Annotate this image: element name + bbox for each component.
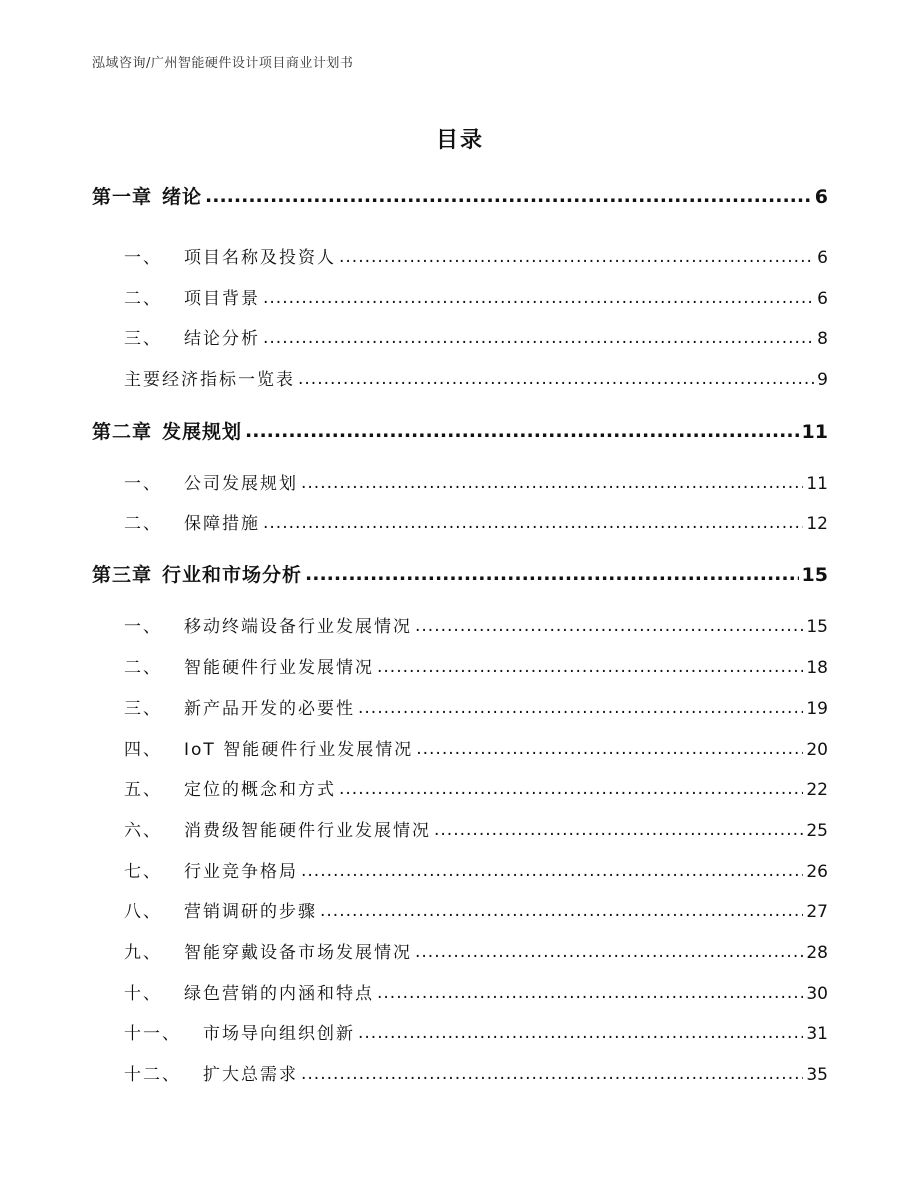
entry-title xyxy=(124,615,412,639)
entry-label: 行业和市场分析 xyxy=(162,564,303,586)
entry-title xyxy=(92,563,302,587)
entry-page-number: 6 xyxy=(814,186,828,208)
toc-section-entry[interactable] xyxy=(124,778,828,802)
entry-label: 结论分析 xyxy=(184,329,260,349)
entry-page-number: 6 xyxy=(817,289,828,309)
dot-leader xyxy=(305,562,799,586)
entry-number: 第一章 xyxy=(92,186,153,208)
dot-leader xyxy=(377,981,803,1005)
entry-number: 六、 xyxy=(124,821,162,841)
entry-title xyxy=(124,287,260,311)
entry-title xyxy=(124,1022,355,1046)
entry-label: 消费级智能硬件行业发展情况 xyxy=(184,821,431,841)
entry-page-number: 20 xyxy=(806,740,828,760)
entry-label: 智能穿戴设备市场发展情况 xyxy=(184,943,412,963)
entry-number: 第三章 xyxy=(92,564,153,586)
toc-section-entry[interactable] xyxy=(124,941,828,965)
entry-label: 项目背景 xyxy=(184,289,260,309)
entry-page-number: 25 xyxy=(806,821,828,841)
dot-leader xyxy=(339,245,814,269)
dot-leader xyxy=(263,326,814,350)
running-header: 泓域咨询/广州智能硬件设计项目商业计划书 xyxy=(92,56,354,71)
entry-label: IoT 智能硬件行业发展情况 xyxy=(184,740,414,760)
entry-page-number: 15 xyxy=(806,617,828,637)
entry-number: 七、 xyxy=(124,862,162,882)
dot-leader xyxy=(339,777,803,801)
entry-title xyxy=(92,185,202,209)
toc-section-entry[interactable] xyxy=(124,1063,828,1087)
entry-page-number: 22 xyxy=(806,780,828,800)
entry-page-number: 15 xyxy=(801,564,828,586)
entry-title xyxy=(124,819,431,843)
entry-number: 二、 xyxy=(124,289,162,309)
entry-title xyxy=(124,778,336,802)
entry-number: 三、 xyxy=(124,699,162,719)
entry-title xyxy=(124,246,336,270)
dot-leader xyxy=(415,614,803,638)
dot-leader xyxy=(377,655,803,679)
entry-page-number: 30 xyxy=(806,984,828,1004)
dot-leader xyxy=(301,1062,803,1086)
entry-number: 一、 xyxy=(124,617,162,637)
toc-section-entry[interactable] xyxy=(124,1022,828,1046)
entry-page-number: 18 xyxy=(806,658,828,678)
entry-page-number: 9 xyxy=(817,370,828,390)
entry-page-number: 27 xyxy=(806,902,828,922)
entry-page-number: 31 xyxy=(806,1024,828,1044)
entry-title xyxy=(124,860,298,884)
entry-page-number: 8 xyxy=(817,329,828,349)
dot-leader xyxy=(301,471,803,495)
entry-label: 行业竞争格局 xyxy=(184,862,298,882)
entry-number: 一、 xyxy=(124,248,162,268)
toc-section-entry[interactable] xyxy=(124,472,828,496)
entry-title xyxy=(124,697,355,721)
entry-label: 绿色营销的内涵和特点 xyxy=(184,984,374,1004)
entry-title xyxy=(124,656,374,680)
entry-number: 三、 xyxy=(124,329,162,349)
entry-title xyxy=(92,420,242,444)
dot-leader xyxy=(416,737,803,761)
toc-section-entry[interactable] xyxy=(124,819,828,843)
dot-leader xyxy=(415,940,803,964)
entry-page-number: 11 xyxy=(801,421,828,443)
entry-number: 十、 xyxy=(124,984,162,1004)
entry-label: 扩大总需求 xyxy=(203,1065,298,1085)
entry-number: 八、 xyxy=(124,902,162,922)
entry-label: 项目名称及投资人 xyxy=(184,248,336,268)
entry-title xyxy=(124,900,317,924)
entry-title xyxy=(124,472,298,496)
entry-label: 定位的概念和方式 xyxy=(184,780,336,800)
entry-number: 十一、 xyxy=(124,1024,181,1044)
entry-number: 二、 xyxy=(124,514,162,534)
dot-leader xyxy=(301,859,803,883)
dot-leader xyxy=(298,367,814,391)
toc-section-entry[interactable] xyxy=(124,615,828,639)
entry-label: 主要经济指标一览表 xyxy=(124,370,295,390)
entry-page-number: 12 xyxy=(806,514,828,534)
entry-label: 营销调研的步骤 xyxy=(184,902,317,922)
entry-label: 市场导向组织创新 xyxy=(203,1024,355,1044)
entry-label: 发展规划 xyxy=(162,421,243,443)
toc-section-entry[interactable] xyxy=(124,368,828,392)
toc-title: 目录 xyxy=(435,128,484,153)
toc-section-entry[interactable] xyxy=(124,900,828,924)
toc-section-entry[interactable] xyxy=(124,512,828,536)
entry-number: 五、 xyxy=(124,780,162,800)
toc-section-entry[interactable] xyxy=(124,860,828,884)
entry-page-number: 19 xyxy=(806,699,828,719)
entry-title xyxy=(124,1063,298,1087)
entry-page-number: 26 xyxy=(806,862,828,882)
toc-chapter-entry[interactable] xyxy=(92,420,828,444)
dot-leader xyxy=(263,511,803,535)
dot-leader xyxy=(205,184,812,208)
entry-title xyxy=(124,982,374,1006)
entry-label: 公司发展规划 xyxy=(184,474,298,494)
toc-section-entry[interactable] xyxy=(124,246,828,270)
toc-section-entry[interactable] xyxy=(124,287,828,311)
dot-leader xyxy=(358,696,803,720)
entry-page-number: 28 xyxy=(806,943,828,963)
entry-title xyxy=(124,327,260,351)
entry-page-number: 6 xyxy=(817,248,828,268)
entry-number: 一、 xyxy=(124,474,162,494)
entry-title xyxy=(124,738,413,762)
entry-title xyxy=(124,368,295,392)
dot-leader xyxy=(263,286,814,310)
entry-label: 移动终端设备行业发展情况 xyxy=(184,617,412,637)
toc-section-entry[interactable] xyxy=(124,738,828,762)
entry-number: 四、 xyxy=(124,740,162,760)
entry-number: 第二章 xyxy=(92,421,153,443)
entry-label: 新产品开发的必要性 xyxy=(184,699,355,719)
toc-section-entry[interactable] xyxy=(124,327,828,351)
toc-chapter-entry[interactable] xyxy=(92,185,828,209)
dot-leader xyxy=(434,818,803,842)
toc-section-entry[interactable] xyxy=(124,982,828,1006)
entry-page-number: 35 xyxy=(806,1065,828,1085)
dot-leader xyxy=(320,899,803,923)
entry-title xyxy=(124,941,412,965)
toc-chapter-entry[interactable] xyxy=(92,563,828,587)
entry-number: 九、 xyxy=(124,943,162,963)
dot-leader xyxy=(245,419,799,443)
entry-label: 智能硬件行业发展情况 xyxy=(184,658,374,678)
toc-section-entry[interactable] xyxy=(124,656,828,680)
dot-leader xyxy=(358,1021,803,1045)
entry-title xyxy=(124,512,260,536)
toc-section-entry[interactable] xyxy=(124,697,828,721)
entry-label: 保障措施 xyxy=(184,514,260,534)
entry-page-number: 11 xyxy=(806,474,828,494)
entry-number: 二、 xyxy=(124,658,162,678)
entry-label: 绪论 xyxy=(162,186,203,208)
entry-number: 十二、 xyxy=(124,1065,181,1085)
